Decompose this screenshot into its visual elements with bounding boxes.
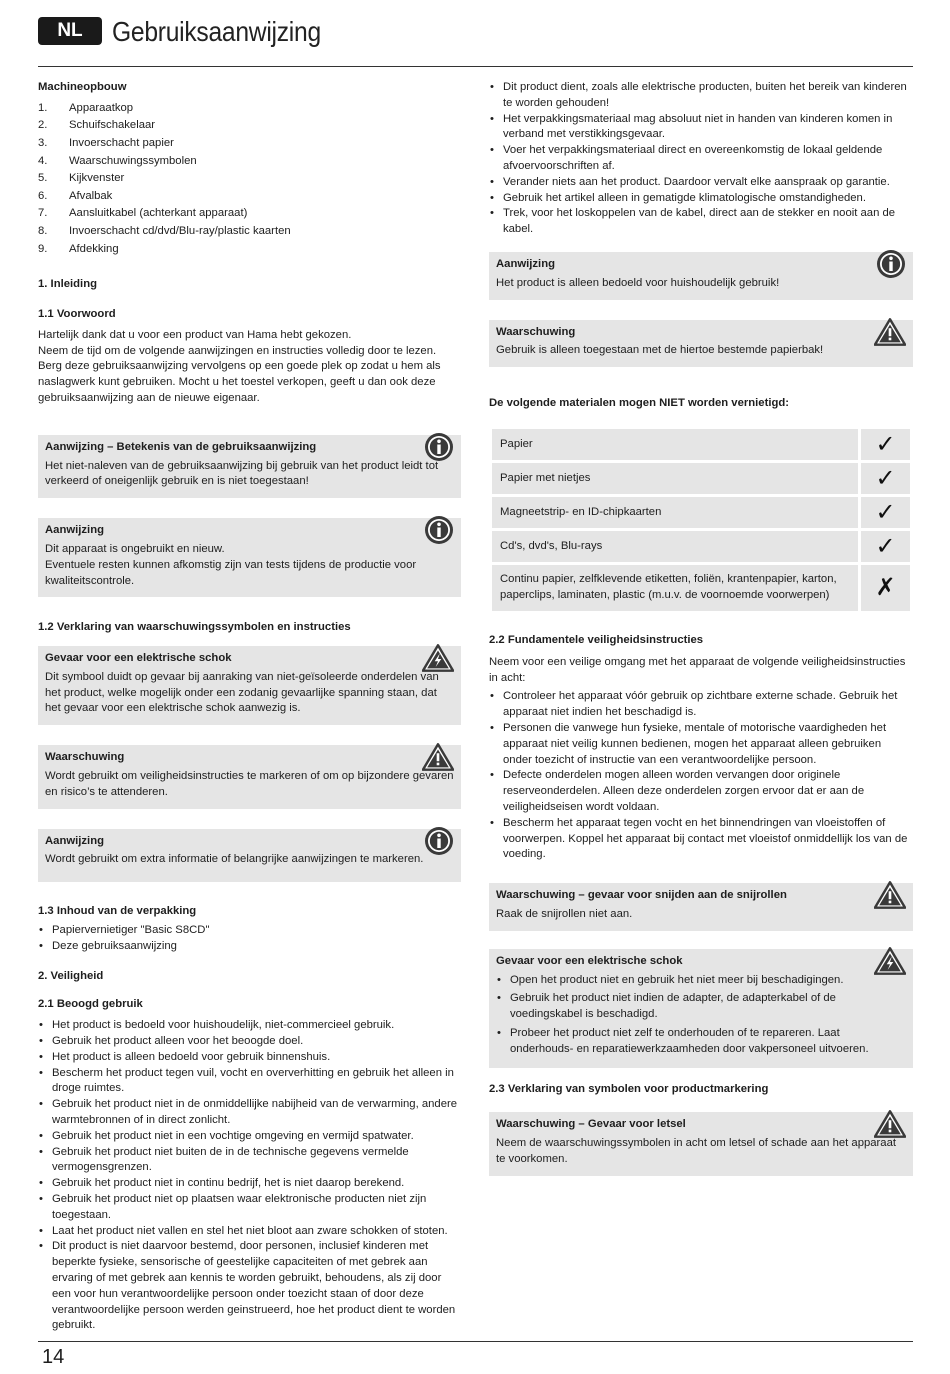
section-2-heading: 2. Veiligheid: [38, 969, 104, 982]
item-label: Afdekking: [69, 242, 119, 255]
warning-box: [38, 745, 461, 808]
page-header: [38, 14, 913, 67]
warning-box-text: Gebruik is alleen toegestaan met de hiertoe bestemde papierbak!: [496, 344, 824, 357]
intended-use-item: • Gebruik het product niet in een vochtige omgeving en vermijd spatwater.: [38, 1129, 461, 1145]
material-label: Magneetstrip- en ID-chipkaarten: [491, 495, 860, 529]
injury-warning-box: [489, 1112, 913, 1175]
left-column: [38, 80, 461, 1334]
basic-safety-list: [489, 689, 913, 863]
item-number: 1.: [38, 101, 48, 114]
safety-item: • Gebruik het artikel alleen in gematigde klimatologische omstandigheden.: [489, 191, 913, 207]
material-label: Papier met nietjes: [491, 461, 860, 495]
info-icon: [424, 432, 454, 462]
material-label: Papier: [491, 427, 860, 461]
section-2-2-intro: Neem voor een veilige omgang met het apparaat de volgende veiligheidsinstructies in acht:: [489, 655, 906, 684]
item-label: Invoerschacht papier: [69, 136, 174, 149]
note-box-text-line-1: Dit apparaat is ongebruikt en nieuw.: [45, 542, 225, 555]
cutting-warning-box: [489, 883, 913, 931]
note-box-title: Aanwijzing: [496, 257, 555, 270]
material-row: [491, 461, 912, 495]
footer-divider: [38, 1341, 913, 1342]
material-mark-icon: ✓: [860, 529, 912, 563]
item-number: 7.: [38, 207, 48, 220]
electric-shock-item: • Open het product niet en gebruik het niet meer bij beschadigingen.: [496, 973, 906, 989]
note-box-text: Het niet-naleven van de gebruiksaanwijzing bij gebruik van het product leidt tot verkeerd of oneigenlijk gebruik en is niet toegestaan!: [45, 459, 439, 488]
warning-triangle-icon: [874, 880, 906, 910]
item-label: Kijkvenster: [69, 172, 125, 185]
foreword-paragraph-1: Hartelijk dank dat u voor een product van Hama hebt gekozen.: [38, 328, 352, 341]
right-column: [489, 80, 913, 1176]
machine-part-item: [38, 100, 461, 118]
intended-use-item: • Gebruik het product niet op plaatsen waar elektronische producten niet zijn toegestaan.: [38, 1192, 461, 1224]
section-1-3-heading: 1.3 Inhoud van de verpakking: [38, 905, 197, 918]
section-1-1-heading: 1.1 Voorwoord: [38, 307, 116, 320]
intended-use-item: • Het product is alleen bedoeld voor gebruik binnenshuis.: [38, 1050, 461, 1066]
info-icon: [424, 826, 454, 856]
section-1-heading: 1. Inleiding: [38, 278, 97, 291]
warning-triangle-icon: [874, 317, 906, 347]
page-title: Gebruiksaanwijzing: [112, 16, 321, 47]
material-row: [491, 427, 912, 461]
material-mark-icon: ✓: [860, 495, 912, 529]
machine-part-item: [38, 188, 461, 206]
note-box-extra-info: [38, 829, 461, 883]
basic-safety-item: • Defecte onderdelen mogen alleen worden vervangen door originele reserveonderdelen. Alleen deze onderdelen zorgen ervoor dat er aan de veiligheidseisen wordt voldaan.: [489, 768, 913, 815]
electric-shock-box-title: Gevaar voor een elektrische schok: [496, 954, 683, 967]
warning-box-paper-bin: [489, 320, 913, 368]
intended-use-item: • Bescherm het product tegen vuil, vocht en oververhitting en gebruik het alleen in droge ruimtes.: [38, 1066, 461, 1098]
note-box-title: Aanwijzing: [45, 524, 104, 537]
cutting-warning-title: Waarschuwing – gevaar voor snijden aan de snijrollen: [496, 889, 787, 902]
note-box-text: Wordt gebruikt om extra informatie of belangrijke aanwijzingen te markeren.: [45, 853, 424, 866]
intended-use-list: [38, 1018, 461, 1334]
material-mark-icon: ✓: [860, 427, 912, 461]
material-mark-icon: ✓: [860, 461, 912, 495]
electric-shock-item: • Probeer het product niet zelf te onderhouden of te repareren. Laat onderhouds- en reparatiewerkzaamheden door vakpersoneel uitvoeren.: [496, 1026, 906, 1058]
item-number: 5.: [38, 172, 48, 185]
section-1-2-heading: 1.2 Verklaring van waarschuwingssymbolen en instructies: [38, 621, 351, 634]
machine-part-item: [38, 135, 461, 153]
section-2-3-heading: 2.3 Verklaring van symbolen voor productmarkering: [489, 1083, 769, 1096]
item-label: Afvalbak: [69, 189, 113, 202]
electric-shock-warning-icon: [874, 946, 906, 976]
package-item: • Papiervernietiger "Basic S8CD": [38, 923, 461, 939]
item-number: 4.: [38, 154, 48, 167]
material-row: [491, 563, 912, 612]
machine-part-item: [38, 170, 461, 188]
item-number: 3.: [38, 136, 48, 149]
intended-use-item: • Gebruik het product niet in de onmiddellijke nabijheid van de verwarming, andere warmtebronnen of in direct zonlicht.: [38, 1097, 461, 1129]
electric-shock-box: [38, 646, 461, 725]
intended-use-item: • Gebruik het product alleen voor het beoogde doel.: [38, 1034, 461, 1050]
material-mark-icon: ✗: [860, 563, 912, 612]
machine-parts-list: [38, 100, 461, 258]
safety-item: • Voer het verpakkingsmateriaal direct en overeenkomstig de lokaal geldende afvoervoorschriften af.: [489, 143, 913, 175]
machine-structure-heading: Machineopbouw: [38, 81, 127, 93]
page-number: 14: [42, 1346, 65, 1368]
info-icon: [424, 515, 454, 545]
item-number: 8.: [38, 224, 48, 237]
material-row: [491, 529, 912, 563]
electric-shock-warning-icon: [422, 643, 454, 673]
machine-part-item: [38, 205, 461, 223]
electric-shock-list: [496, 973, 906, 1058]
item-label: Schuifschakelaar: [69, 119, 156, 132]
foreword-paragraph-2: Neem de tijd om de volgende aanwijzingen en instructies volledig door te lezen. Berg deze gebruiksaanwijzing vervolgens op een goede plek op zodat u hem als naslagwerk kunt gebruiken. Mocht u het toestel verkopen, geeft u dan ook deze gebruiksaanwijzing aan de nieuwe eigenaar.: [38, 344, 441, 404]
safety-item: • Het verpakkingsmateriaal mag absoluut niet in handen van kinderen komen in verband met verstikkingsgevaar.: [489, 112, 913, 144]
cutting-warning-text: Raak de snijrollen niet aan.: [496, 907, 633, 920]
basic-safety-item: • Bescherm het apparaat tegen vocht en het binnendringen van vloeistoffen of voorwerpen. Koppel het apparaat bij contact met vloeistof onmiddellijk los van de voeding.: [489, 816, 913, 863]
injury-warning-text: Neem de waarschuwingssymbolen in acht om letsel of schade aan het apparaat te voorkomen.: [496, 1137, 897, 1165]
intended-use-item: • Dit product is niet daarvoor bestemd, door personen, inclusief kinderen met beperkte fysieke, sensorische of geestelijke capaciteiten of met gebrek aan ervaring of met gebrek aan kennis te worden gebruikt, behoudens, als zij door een voor hun verantwoordelijke persoon onder toezicht staan of door deze verantwoordelijke persoon werden geinstrueerd, hoe het product dient te worden gebruikt.: [38, 1239, 461, 1334]
note-box-text-line-2: Eventuele resten kunnen afkomstig zijn van tests tijdens de productie voor kwaliteitscontrole.: [45, 558, 417, 587]
materials-heading: De volgende materialen mogen NIET worden vernietigd:: [489, 397, 790, 410]
intended-use-item: • Het product is bedoeld voor huishoudelijk, niet-commercieel gebruik.: [38, 1018, 461, 1034]
package-item: • Deze gebruiksaanwijzing: [38, 939, 461, 955]
intended-use-item: • Laat het product niet vallen en stel het niet bloot aan zware schokken of stoten.: [38, 1224, 461, 1240]
item-label: Aansluitkabel (achterkant apparaat): [69, 207, 248, 220]
intended-use-item: • Gebruik het product niet buiten de in de technische gegevens vermelde vermogensgrenzen.: [38, 1145, 461, 1177]
safety-list-continued: [489, 80, 913, 238]
warning-box-title: Waarschuwing: [45, 751, 125, 764]
machine-part-item: [38, 241, 461, 259]
basic-safety-item: • Personen die vanwege hun fysieke, mentale of motorische vaardigheden het apparaat niet veilig kunnen bedienen, mogen het apparaat alleen gebruiken onder toezicht of instructie van een verantwoordelijke persoon.: [489, 721, 913, 768]
materials-table: [489, 426, 913, 614]
note-box-title: Aanwijzing: [45, 834, 104, 847]
warning-triangle-icon: [874, 1109, 906, 1139]
language-badge: NL: [38, 17, 102, 45]
safety-item: • Dit product dient, zoals alle elektrische producten, buiten het bereik van kinderen te worden gehouden!: [489, 80, 913, 112]
warning-box-title: Waarschuwing: [496, 325, 576, 338]
intended-use-item: • Gebruik het product niet in continu bedrijf, het is niet daarop berekend.: [38, 1176, 461, 1192]
electric-shock-box-title: Gevaar voor een elektrische schok: [45, 652, 232, 665]
basic-safety-item: • Controleer het apparaat vóór gebruik op zichtbare externe schade. Gebruik het apparaat niet indien het beschadigd is.: [489, 689, 913, 721]
injury-warning-title: Waarschuwing – Gevaar voor letsel: [496, 1118, 686, 1131]
note-box-new-device: [38, 518, 461, 597]
material-label: Cd's, dvd's, Blu-rays: [491, 529, 860, 563]
safety-item: • Verander niets aan het product. Daardoor vervalt elke aanspraak op garantie.: [489, 175, 913, 191]
machine-part-item: [38, 223, 461, 241]
machine-part-item: [38, 153, 461, 171]
electric-shock-box-text: Dit symbool duidt op gevaar bij aanraking van niet-geïsoleerde onderdelen van het product, welke mogelijk onder een zodanig gevaarlijke spanning staan, dat het gevaar voor een elektrische schok aanwezig is.: [45, 670, 439, 715]
warning-box-text: Wordt gebruikt om veiligheidsinstructies te markeren of om op bijzondere gevaren en risico’s te attenderen.: [45, 770, 454, 798]
package-contents-list: [38, 923, 461, 955]
section-2-2-heading: 2.2 Fundamentele veiligheidsinstructies: [489, 633, 704, 646]
section-2-1-heading: 2.1 Beoogd gebruik: [38, 998, 143, 1011]
note-box-manual-meaning: [38, 435, 461, 498]
electric-shock-box-2: [489, 949, 913, 1069]
item-number: 9.: [38, 242, 48, 255]
safety-item: • Trek, voor het loskoppelen van de kabel, direct aan de stekker en nooit aan de kabel.: [489, 206, 913, 238]
material-label: Continu papier, zelfklevende etiketten, foliën, krantenpapier, karton, paperclips, laminaten, plastic (m.u.v. de voornoemde voorwerpen): [491, 563, 860, 612]
note-box-text: Het product is alleen bedoeld voor huishoudelijk gebruik!: [496, 276, 780, 289]
warning-triangle-icon: [422, 742, 454, 772]
item-number: 2.: [38, 119, 48, 132]
note-box-title: Aanwijzing – Betekenis van de gebruiksaanwijzing: [45, 440, 317, 453]
material-row: [491, 495, 912, 529]
item-label: Waarschuwingssymbolen: [69, 154, 197, 167]
item-number: 6.: [38, 189, 48, 202]
info-icon: [876, 249, 906, 279]
machine-part-item: [38, 117, 461, 135]
item-label: Invoerschacht cd/dvd/Blu-ray/plastic kaarten: [69, 224, 291, 237]
item-label: Apparaatkop: [69, 101, 134, 114]
note-box-household-use: [489, 252, 913, 300]
electric-shock-item: • Gebruik het product niet indien de adapter, de adapterkabel of de voedingskabel is beschadigd.: [496, 991, 906, 1023]
